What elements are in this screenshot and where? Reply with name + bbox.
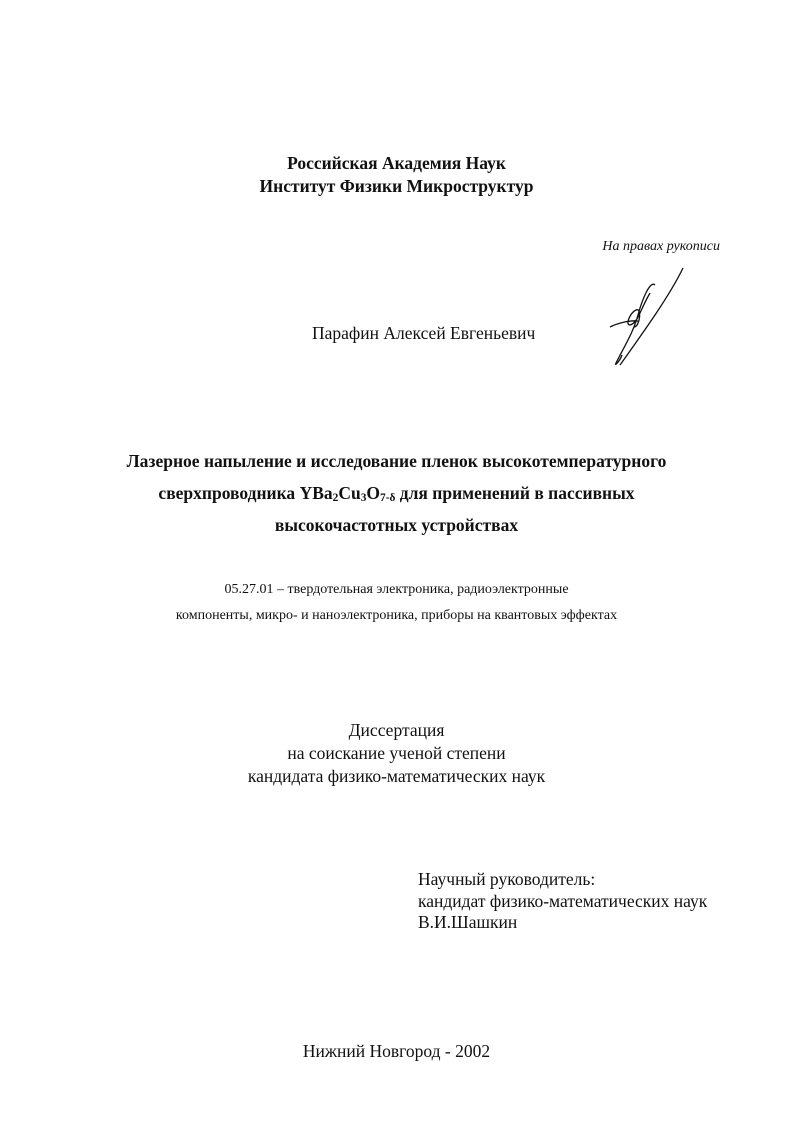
manuscript-note: На правах рукописи — [602, 239, 720, 254]
signature-icon — [600, 265, 690, 375]
city-year: Нижний Новгород - 2002 — [302, 1041, 491, 1061]
dissertation-line-2: на соискание ученой степени — [287, 743, 506, 763]
institute-name: Институт Физики Микроструктур — [259, 176, 534, 196]
specialty-line-1: 05.27.01 – твердотельная электроника, радиоэлектронные — [224, 582, 569, 597]
dissertation-line-3: кандидата физико-математических наук — [247, 766, 546, 786]
specialty-line-2: компоненты, микро- и наноэлектроника, приборы на квантовых эффектах — [175, 608, 618, 623]
title-line-2: сверхпроводника $YBa_2Cu_3O_{7-\delta}$ для применений в пассивных — [158, 483, 635, 504]
supervisor-name: В.И.Шашкин — [418, 912, 518, 932]
supervisor-degree: кандидат физико-математических наук — [418, 891, 708, 911]
author-name: Парафин Алексей Евгеньевич — [312, 323, 536, 343]
title-line-1: Лазерное напыление и исследование пленок высокотемпературного — [126, 451, 667, 471]
dissertation-line-1: Диссертация — [348, 720, 445, 740]
title-line-3: высокочастотных устройствах — [274, 515, 519, 535]
supervisor-label: Научный руководитель: — [418, 869, 596, 889]
academy-name: Российская Академия Наук — [287, 153, 506, 173]
